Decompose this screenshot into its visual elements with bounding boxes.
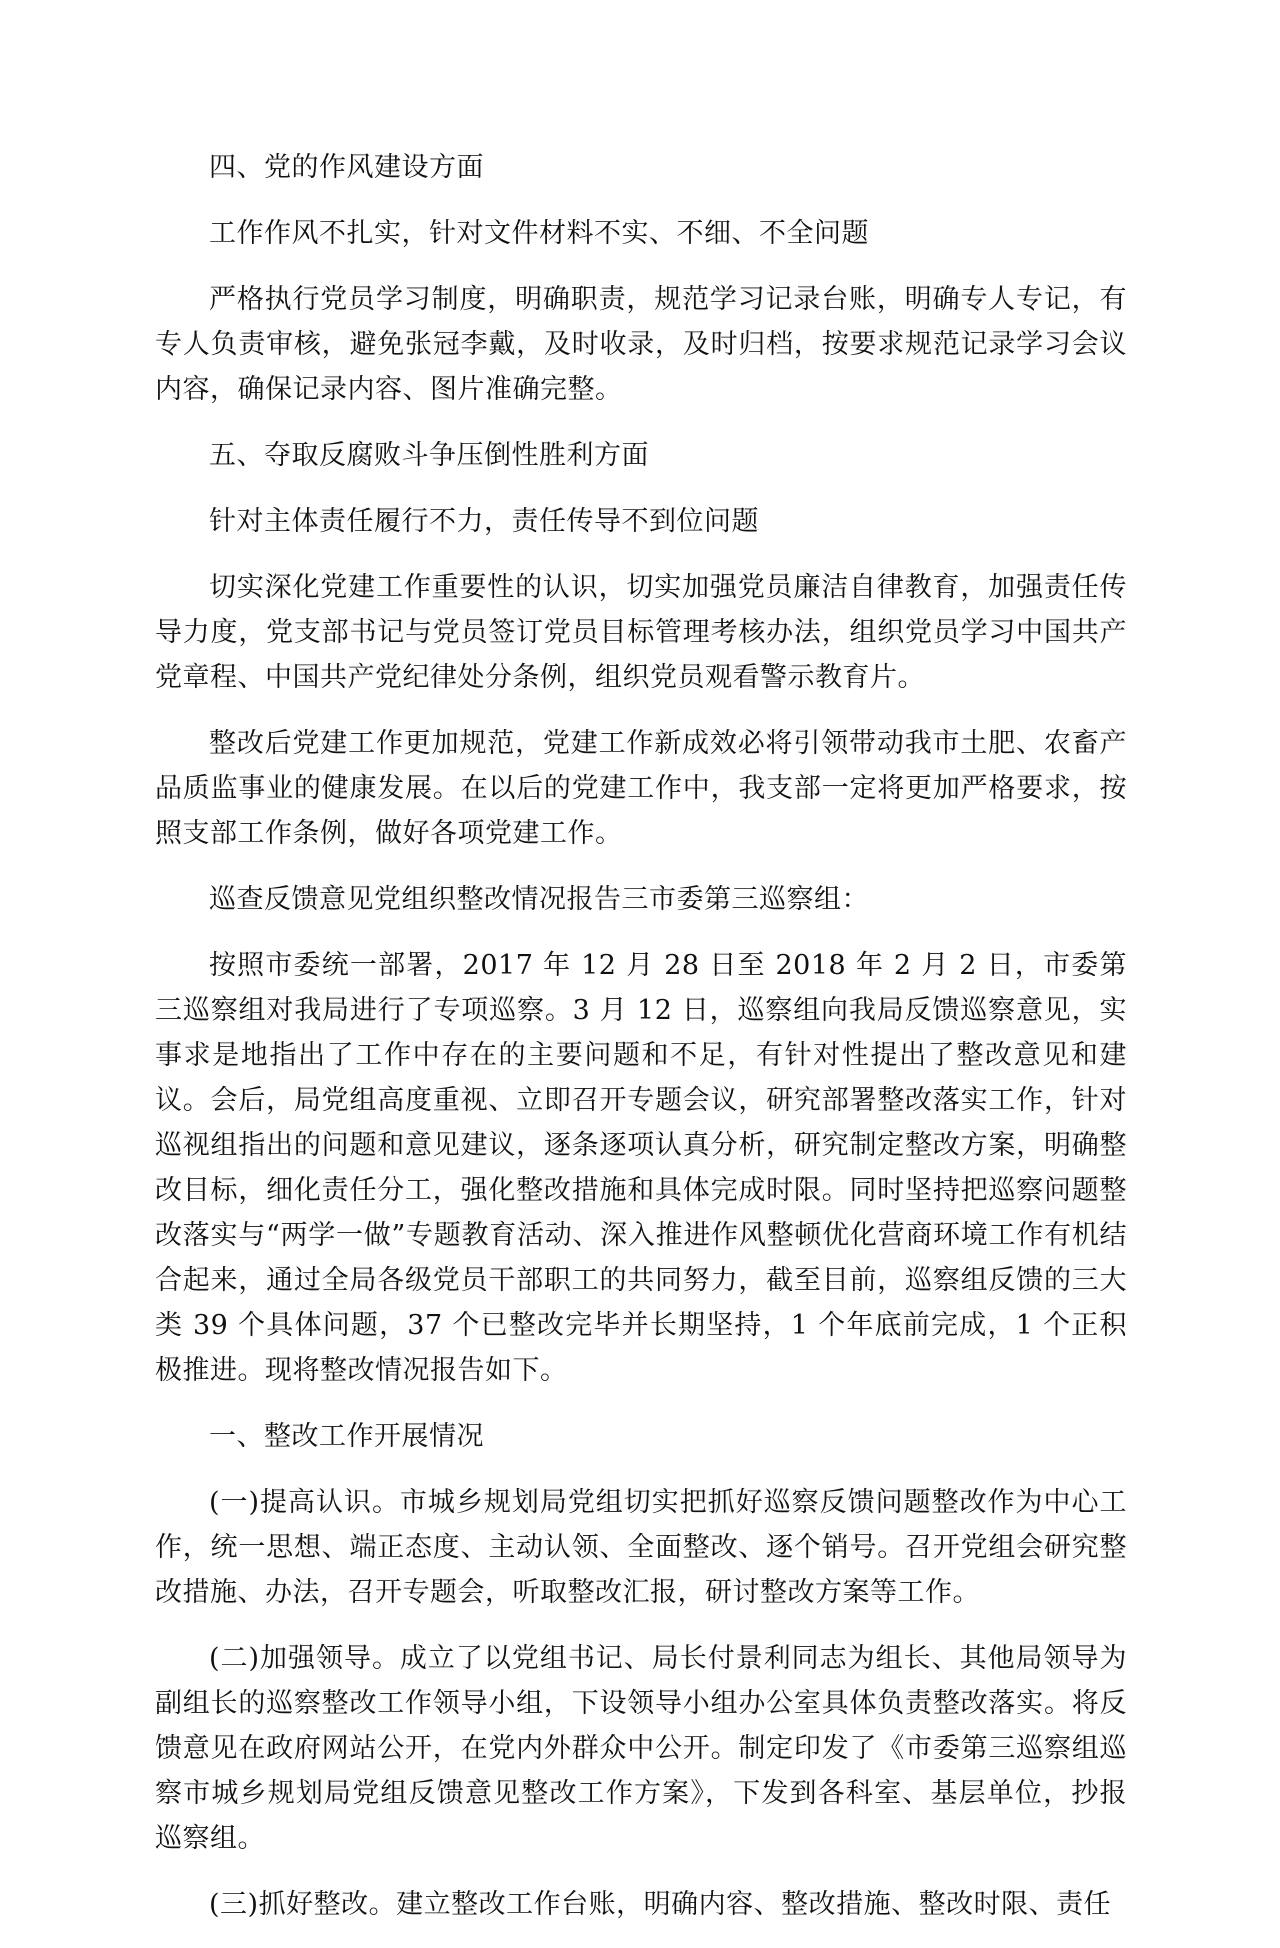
report-title-line: 巡查反馈意见党组织整改情况报告三市委第三巡察组： (209, 884, 869, 915)
problem-statement-work-style: 工作作风不扎实，针对文件材料不实、不细、不全问题 (209, 218, 869, 249)
paragraph-study-system: 严格执行党员学习制度，明确职责，规范学习记录台账，明确专人专记，有专人负责审核，避免张冠李戴，及时收录，及时归档，按要求规范记录学习会议内容，确保记录内容、图片准确完整。 (155, 284, 1127, 405)
heading-section-four: 四、党的作风建设方面 (209, 152, 484, 183)
paragraph-integrity-education: 切实深化党建工作重要性的认识，切实加强党员廉洁自律教育，加强责任传导力度，党支部书记与党员签订党员目标管理考核办法，组织党员学习中国共产党章程、中国共产党纪律处分条例，组织党员观看警示教育片。 (155, 572, 1127, 693)
paragraph-raise-awareness: (一)提高认识。市城乡规划局党组切实把抓好巡察反馈问题整改作为中心工作，统一思想、端正态度、主动认领、全面整改、逐个销号。召开党组会研究整改措施、办法，召开专题会，听取整改汇报，研讨整改方案等工作。 (155, 1487, 1127, 1608)
problem-statement-responsibility: 针对主体责任履行不力，责任传导不到位问题 (209, 506, 759, 537)
paragraph-after-rectification: 整改后党建工作更加规范，党建工作新成效必将引领带动我市土肥、农畜产品质监事业的健康发展。在以后的党建工作中，我支部一定将更加严格要求，按照支部工作条例，做好各项党建工作。 (155, 728, 1127, 849)
heading-section-five: 五、夺取反腐败斗争压倒性胜利方面 (209, 440, 649, 471)
paragraph-inspection-overview: 按照市委统一部署，2017 年 12 月 28 日至 2018 年 2 月 2 日，市委第三巡察组对我局进行了专项巡察。3 月 12 日，巡察组向我局反馈巡察意见，实事求是地指出了工作中存在的主要问题和不足，有针对性提出了整改意见和建议。会后，局党组高度重视、立即召开专题会议，研究部署整改落实工作，针对巡视组指出的问题和意见建议，逐条逐项认真分析，研究制定整改方案，明确整改目标，细化责任分工，强化整改措施和具体完成时限。同时坚持把巡察问题整改落实与“两学一做”专题教育活动、深入推进作风整顿优化营商环境工作有机结合起来，通过全局各级党员干部职工的共同努力，截至目前，巡察组反馈的三大类 39 个具体问题，37 个已整改完毕并长期坚持，1 个年底前完成，1 个正积极推进。现将整改情况报告如下。 (155, 950, 1127, 1386)
heading-part-one: 一、整改工作开展情况 (209, 1421, 484, 1452)
document-page (155, 145, 1127, 1948)
paragraph-strengthen-leadership: (二)加强领导。成立了以党组书记、局长付景利同志为组长、其他局领导为副组长的巡察整改工作领导小组，下设领导小组办公室具体负责整改落实。将反馈意见在政府网站公开，在党内外群众中公开。制定印发了《市委第三巡察组巡察市城乡规划局党组反馈意见整改工作方案》，下发到各科室、基层单位，抄报巡察组。 (155, 1643, 1127, 1854)
paragraph-rectification-ledger: (三)抓好整改。建立整改工作台账，明确内容、整改措施、整改时限、责任 (209, 1889, 1112, 1920)
